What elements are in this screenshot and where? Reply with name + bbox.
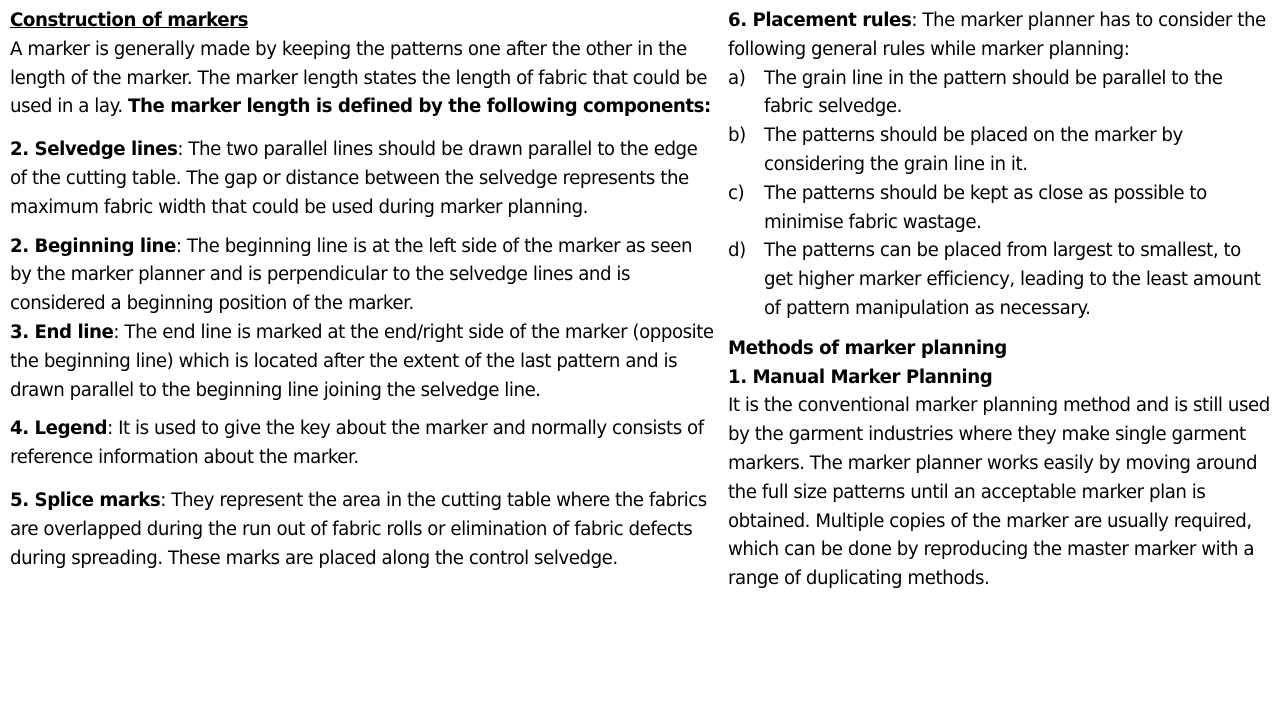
splice-marks-term: 5. Splice marks [10, 489, 161, 511]
intro-bold-text: The marker length is defined by the following components: [128, 96, 711, 118]
list-item [728, 122, 1273, 180]
left-column [10, 7, 715, 573]
end-line-paragraph [10, 319, 715, 405]
section-heading: Construction of markers [10, 10, 249, 31]
splice-marks-paragraph [10, 487, 715, 573]
placement-rules-list [728, 65, 1273, 324]
placement-rules-text: : The marker planner has to consider the following general rules while marker planning: [728, 10, 1266, 60]
list-item [728, 65, 1273, 123]
list-item-letter: c) [728, 182, 745, 204]
manual-planning-heading: 1. Manual Marker Planning [728, 366, 993, 388]
intro-section [10, 7, 715, 122]
methods-heading: Methods of marker planning [728, 337, 1007, 359]
beginning-line-paragraph [10, 233, 715, 319]
splice-marks-text: : They represent the area in the cutting table where the fabrics are overlapped during the run out of fabric rolls or elimination of fabric defects during spreading. These marks are placed along the control selvedge. [10, 489, 707, 569]
list-item [728, 180, 1273, 238]
list-item-letter: a) [728, 67, 746, 89]
selvedge-lines-text: : The two parallel lines should be drawn parallel to the edge of the cutting table. The gap or distance between the selvedge represents the maximum fabric width that could be used during marker planning. [10, 139, 698, 218]
beginning-line-text: : The beginning line is at the left side of the marker as seen by the marker planner and is perpendicular to the selvedge lines and is considered a beginning position of the marker. [10, 235, 693, 315]
list-item [728, 237, 1273, 323]
legend-text: : It is used to give the key about the marker and normally consists of reference information about the marker. [10, 418, 704, 469]
placement-rules-term: 6. Placement rules [728, 10, 912, 31]
beginning-line-term: 2. Beginning line [10, 235, 176, 257]
intro-text: A marker is generally made by keeping the patterns one after the other in the length of the marker. The marker length states the length of fabric that could be used in a lay. [10, 38, 707, 118]
list-item-text: The patterns should be placed on the marker by considering the grain line in it. [764, 125, 1183, 175]
list-item-letter: d) [728, 240, 746, 262]
list-item-text: The patterns can be placed from largest to smallest, to get higher marker efficiency, leading to the least amount of pattern manipulation as necessary. [764, 240, 1261, 319]
selvedge-lines-term: 2. Selvedge lines [10, 139, 178, 161]
manual-planning-text: It is the conventional marker planning method and is still used by the garment industries where they make single garment markers. The marker planner works easily by moving around the full size patterns until an acceptable marker plan is obtained. Multiple copies of the marker are usually required, which can be done by reproducing the master marker with a range of duplicating methods. [728, 395, 1270, 590]
legend-paragraph [10, 415, 715, 473]
methods-section [728, 335, 1273, 594]
list-item-letter: b) [728, 125, 746, 147]
list-item-text: The grain line in the pattern should be parallel to the fabric selvedge. [764, 67, 1223, 118]
selvedge-lines-paragraph [10, 136, 715, 222]
list-item-text: The patterns should be kept as close as possible to minimise fabric wastage. [764, 182, 1207, 233]
right-column [728, 7, 1273, 594]
end-line-text: : The end line is marked at the end/right side of the marker (opposite the beginning line) which is located after the extent of the last pattern and is drawn parallel to the beginning line joining the selvedge line. [10, 321, 714, 401]
end-line-term: 3. End line [10, 321, 114, 343]
legend-term: 4. Legend [10, 418, 108, 440]
placement-rules-paragraph [728, 7, 1273, 65]
